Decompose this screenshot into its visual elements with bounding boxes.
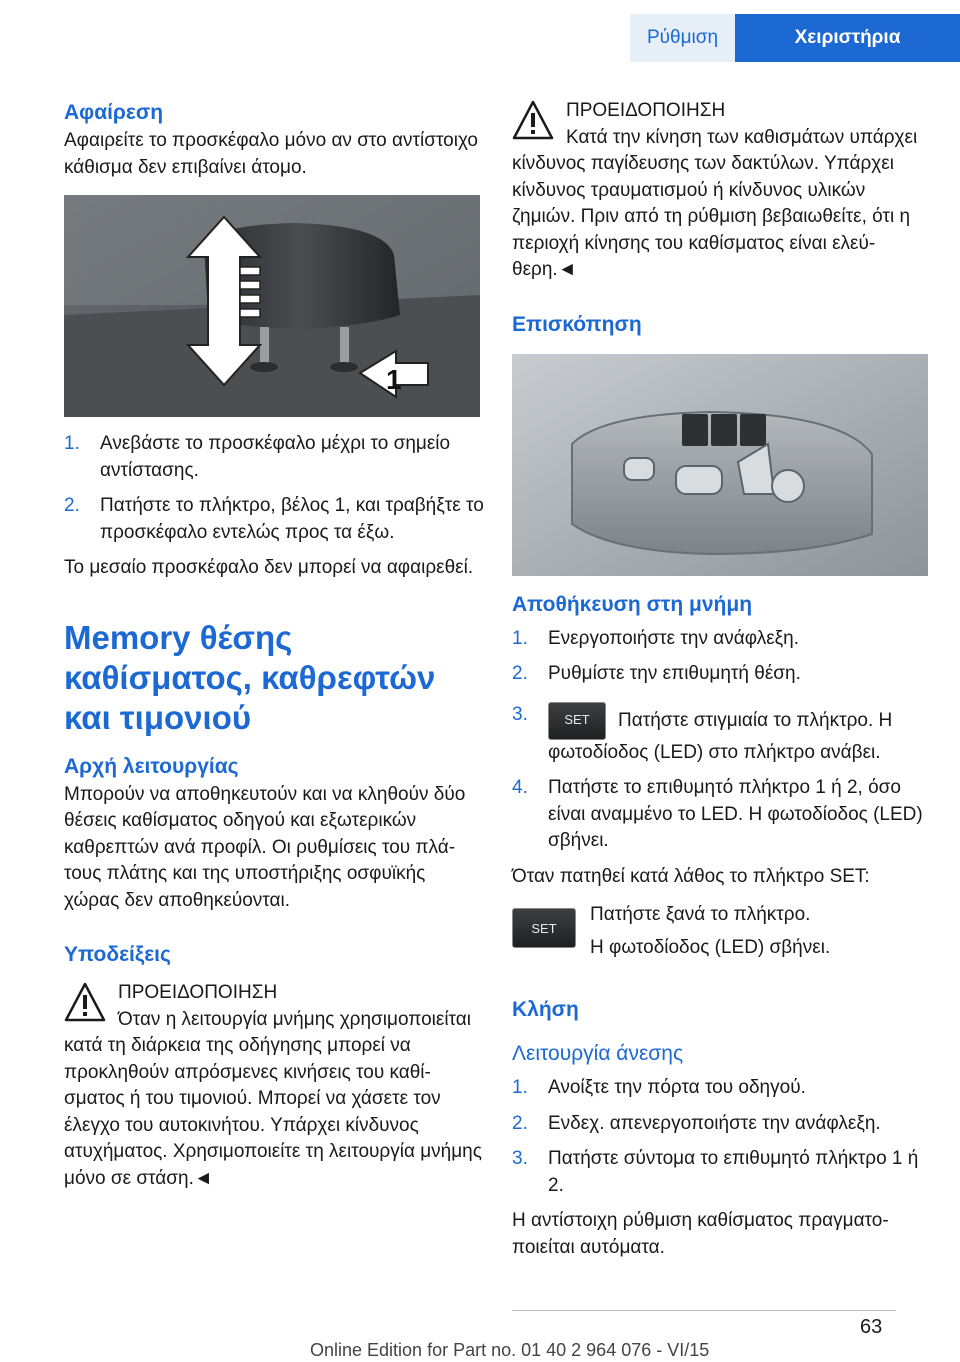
comfort-heading: Λειτουργία άνεσης <box>512 1042 684 1065</box>
store-heading: Αποθήκευση στη μνήμη <box>512 592 753 616</box>
set-reset-block <box>512 902 932 961</box>
warning-triangle-icon <box>64 982 106 1022</box>
warning-text: Κατά την κίνηση των καθισμάτων υπάρχει κίνδυνος παγίδευσης των δακτύλων. Υπάρχει κίνδυνος τραυματισμού ή κίνδυνος υλικών ζημιών. Πριν από τη ρύθμιση βεβαιωθείτε, ότι η περιοχή κίνησης του καθίσματος είναι ελεύθερη.◄ <box>512 126 918 280</box>
overview-heading: Επισκόπηση <box>512 312 642 336</box>
auto-adjust-text: Η αντίστοιχη ρύθμιση καθίσματος πραγματοποιείται αυτόματα. <box>512 1210 889 1258</box>
header-section-tab: Ρύθμιση <box>630 14 735 62</box>
list-item: 1. Ανεβάστε το προσκέφαλο μέχρι το σημείο αντίστασης. <box>64 433 451 481</box>
list-item: 1. Ενεργοποιήστε την ανάφλεξη. <box>512 627 800 649</box>
middle-headrest-note: Το μεσαίο προσκέφαλο δεν μπορεί να αφαιρεθεί. <box>64 557 474 578</box>
list-item: 4. Πατήστε το επιθυμητό πλήκτρο 1 ή 2, όσο είναι αναμμένο το LED. Η φωτοδίοδος (LED) σβήνει. <box>512 777 923 851</box>
list-item: 2. Ενδεχ. απενεργοποιήστε την ανάφλεξη. <box>512 1112 881 1134</box>
set-button-icon: SET <box>548 702 606 740</box>
memory-heading: Memory θέσης καθίσματος, καθρεφτών και τιμονιού <box>64 618 436 736</box>
warning-title: ΠΡΟΕΙΔΟΠΟΙΗΣΗ <box>118 982 278 1003</box>
warning-text: Όταν η λειτουργία μνήμης χρησιμοποιείται κατά τη διάρκεια της οδήγησης μπορεί να προκληθούν απρόσμενες κινήσεις του καθίσματος ή του τιμονιού. Μπορεί να χάσετε τον έλεγχο του αυτοκινήτου. Υπάρχει κίνδυνος ατυχήματος. Χρησιμοποιείτε τη λειτουργία μνήμης μόνο σε στάση.◄ <box>64 1008 482 1189</box>
removal-text: Αφαιρείτε το προσκέφαλο μόνο αν στο αντίστοιχο κάθισμα δεν επιβαίνει άτομο. <box>64 130 479 178</box>
principle-heading: Αρχή λειτουργίας <box>64 754 239 778</box>
recall-steps <box>512 1075 932 1199</box>
principle-text: Μπορούν να αποθηκευτούν και να κληθούν δύο θέσεις καθίσματος οδηγού και εξωτερικών καθρεπτών ανά προφίλ. Οι ρυθμίσεις του πλάτους πλάτης και της υποστήριξης οσφυϊκής χώρας δεν αποθηκεύονται. <box>64 783 466 911</box>
left-column <box>64 98 484 1192</box>
footer-rule <box>512 1310 896 1311</box>
led-off-text: Η φωτοδίοδος (LED) σβήνει. <box>590 936 831 958</box>
list-item: 2. Ρυθμίστε την επιθυμητή θέση. <box>512 663 801 684</box>
photo-callout-label: 1 <box>386 364 402 395</box>
headrest-photo <box>64 195 480 417</box>
recall-heading: Κλήση <box>512 998 579 1021</box>
hints-heading: Υποδείξεις <box>64 943 171 966</box>
page-number: 63 <box>860 1316 883 1338</box>
removal-heading: Αφαίρεση <box>64 101 164 124</box>
list-item: 2. Πατήστε το πλήκτρο, βέλος 1, και τραβήξτε το προσκέφαλο εντελώς προς τα έξω. <box>64 495 484 543</box>
warning-block <box>64 980 484 1192</box>
removal-steps <box>64 431 484 546</box>
seat-controls-photo <box>512 354 928 576</box>
list-item: 3. Πατήστε σύντομα το επιθυμητό πλήκτρο 1 ή 2. <box>512 1148 919 1196</box>
warning-block <box>512 98 932 284</box>
warning-title: ΠΡΟΕΙΔΟΠΟΙΗΣΗ <box>566 100 726 121</box>
press-again-text: Πατήστε ξανά το πλήκτρο. <box>590 904 811 925</box>
list-item: 3. SET Πατήστε στιγμιαία το πλήκτρο. Η φωτοδίοδος (LED) στο πλήκτρο ανάβει. <box>512 703 893 763</box>
list-item: 1. Ανοίξτε την πόρτα του οδηγού. <box>512 1077 806 1098</box>
header-chapter-tab: Χειριστήρια <box>735 14 960 62</box>
footer-edition: Online Edition for Part no. 01 40 2 964 076 - VI/15 <box>310 1340 710 1360</box>
store-steps <box>512 626 932 855</box>
set-button-icon: SET <box>512 908 576 948</box>
wrong-set-text: Όταν πατηθεί κατά λάθος το πλήκτρο SET: <box>512 865 870 887</box>
right-column <box>512 98 932 1261</box>
warning-triangle-icon <box>512 100 554 140</box>
